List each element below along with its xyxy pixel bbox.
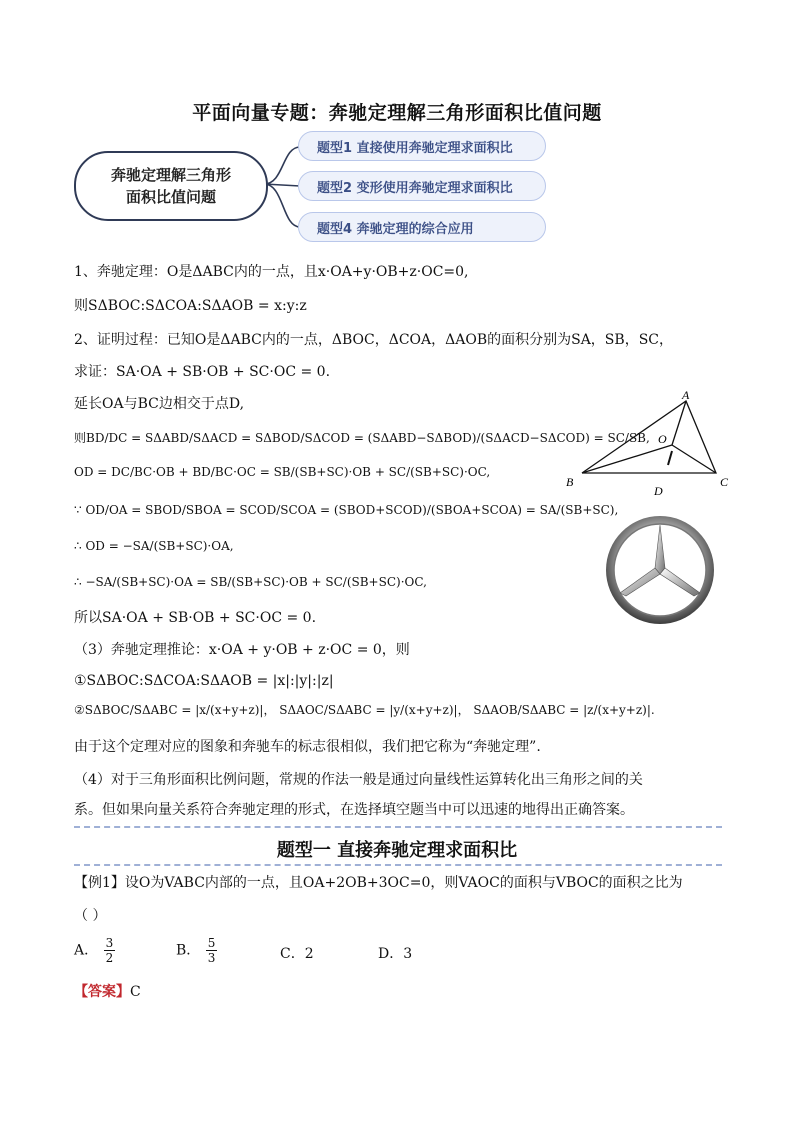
triangle-figure <box>560 385 740 500</box>
naming-note: 由于这个定理对应的图象和奔驰车的标志很相似，我们把它称为“奔驰定理”. <box>74 739 541 755</box>
corollary-1: ①SΔBOC:SΔCOA:SΔAOB = |x|:|y|:|z| <box>74 673 334 689</box>
example-parentheses: （ ） <box>74 908 107 924</box>
label-c: C <box>720 475 729 489</box>
option-c <box>280 944 314 964</box>
proof-step-3: OD = DC/BC·OB + BD/BC·OC = SB/(SB+SC)·OB + SC/(SB+SC)·OC, <box>74 465 491 479</box>
corollary-heading: （3）奔驰定理推论：x·OA + y·OB + z·OC = 0，则 <box>74 642 410 658</box>
proof-step-1: 延长OA与BC边相交于点D, <box>74 396 245 412</box>
option-b-denominator: 3 <box>207 951 216 965</box>
option-d-text: 3 <box>403 946 413 962</box>
answer-tag: 【答案】 <box>74 984 130 1000</box>
segment-ob <box>582 445 672 473</box>
proof-step-6: ∴ −SA/(SB+SC)·OA = SB/(SB+SC)·OB + SC/(SB+SC)·OC, <box>74 575 427 589</box>
label-b: B <box>566 475 574 489</box>
section-title: 题型一 直接奔驰定理求面积比 <box>276 840 518 861</box>
example-stem: 【例1】设O为VABC内部的一点，且OA+2OB+3OC=0，则VAOC的面积与VBOC的面积之比为 <box>74 875 683 891</box>
mindmap-branch-1: 题型1 直接使用奔驰定理求面积比 <box>298 131 546 161</box>
option-a <box>74 936 116 965</box>
label-d: D <box>654 484 663 498</box>
mindmap-branch-3: 题型4 奔驰定理的综合应用 <box>298 212 546 242</box>
segment-oa <box>672 401 686 445</box>
theorem-conclusion: 则SΔBOC:SΔCOA:SΔAOB = x:y:z <box>74 298 307 314</box>
option-c-text: 2 <box>304 946 314 962</box>
triangle-abc <box>582 401 716 473</box>
page-title: 平面向量专题：奔驰定理解三角形面积比值问题 <box>192 102 602 124</box>
mindmap-root-line2: 面积比值问题 <box>125 188 216 206</box>
answer-line <box>74 982 141 1002</box>
section-divider-bottom <box>74 864 722 866</box>
proof-setup: 2、证明过程：已知O是ΔABC内的一点，ΔBOC，ΔCOA，ΔAOB的面积分别为SA，SB，SC， <box>74 332 673 348</box>
proof-step-4: ∵ OD/OA = SBOD/SBOA = SCOD/SCOA = (SBOD+SCOD)/(SBOA+SCOA) = SA/(SB+SC), <box>74 503 619 517</box>
option-d-label: D． <box>378 946 404 962</box>
segment-oc <box>672 445 716 473</box>
mercedes-logo-icon <box>604 514 716 626</box>
option-a-label: A． <box>74 942 99 959</box>
mindmap-root-line1: 奔驰定理解三角形 <box>110 166 231 184</box>
theorem-statement: 1、奔驰定理：O是ΔABC内的一点，且x·OA+y·OB+z·OC=0, <box>74 264 469 280</box>
option-a-numerator: 3 <box>105 936 114 950</box>
method-note-line1: （4）对于三角形面积比例问题，常规的作法一般是通过向量线性运算转化出三角形之间的关 <box>74 772 643 788</box>
option-d <box>378 944 412 964</box>
mindmap-branch-2: 题型2 变形使用奔驰定理求面积比 <box>298 171 546 201</box>
proof-goal: 求证：SA·OA + SB·OB + SC·OC = 0. <box>74 364 331 380</box>
method-note-line2: 系。但如果向量关系符合奔驰定理的形式，在选择填空题当中可以迅速的地得出正确答案。 <box>74 802 634 818</box>
corollary-2: ②SΔBOC/SΔABC = |x/(x+y+z)|， SΔAOC/SΔABC = |y/(x+y+z)|， SΔAOB/SΔABC = |z/(x+y+z)|. <box>74 703 655 717</box>
answer-value: C <box>130 984 141 1000</box>
option-a-fraction <box>104 936 116 965</box>
section-divider-top <box>74 826 722 828</box>
label-o: O <box>658 432 667 446</box>
proof-step-2: 则BD/DC = SΔABD/SΔACD = SΔBOD/SΔCOD = (SΔABD−SΔBOD)/(SΔACD−SΔCOD) = SC/SB, <box>74 431 650 445</box>
proof-result: 所以SA·OA + SB·OB + SC·OC = 0. <box>74 610 317 626</box>
segment-od <box>668 451 672 465</box>
option-c-label: C． <box>280 946 305 962</box>
mindmap-root <box>74 151 268 221</box>
label-a: A <box>682 388 690 402</box>
option-b <box>176 936 218 965</box>
proof-step-5: ∴ OD = −SA/(SB+SC)·OA, <box>74 539 234 553</box>
option-b-label: B． <box>176 942 201 959</box>
option-b-fraction <box>206 936 218 965</box>
option-a-denominator: 2 <box>105 951 114 965</box>
option-b-numerator: 5 <box>207 936 216 950</box>
